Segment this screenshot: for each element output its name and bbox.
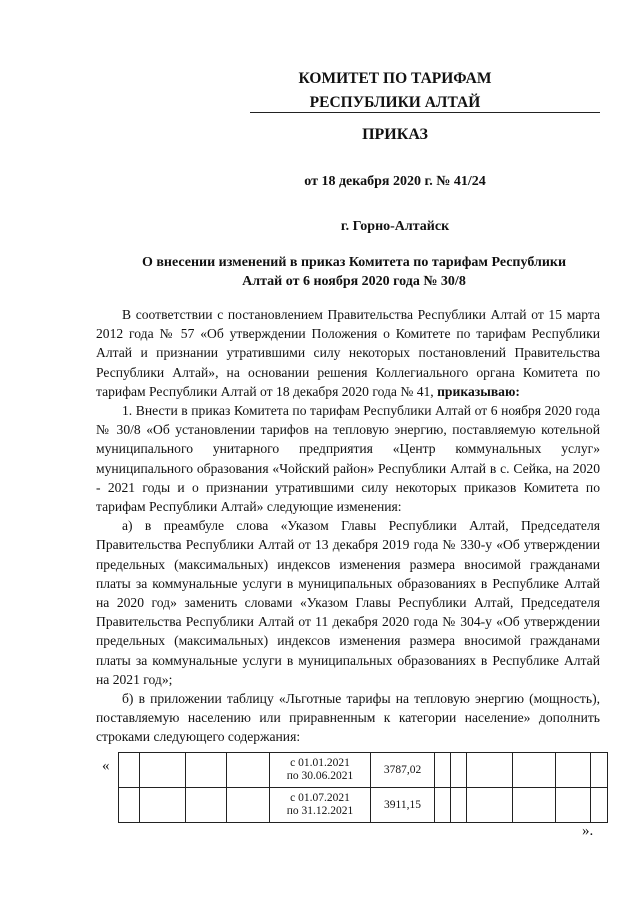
table-cell-empty [451,753,467,788]
table-cell-empty [140,788,186,823]
opening-quote: « [102,758,110,774]
document-date-number: от 18 декабря 2020 г. № 41/24 [304,174,486,189]
subject-line2: Алтай от 6 ноября 2020 года № 30/8 [242,274,466,289]
table-cell-empty [140,753,186,788]
document-type: ПРИКАЗ [362,126,428,143]
table-cell-empty [556,753,591,788]
organization-name-line1: КОМИТЕТ ПО ТАРИФАМ [298,70,492,87]
table-cell-empty [513,788,556,823]
preamble-order-word: приказываю: [437,383,520,399]
table-cell-empty [435,788,451,823]
table-cell-empty [451,788,467,823]
table-cell-empty [186,788,227,823]
organization-header [250,66,540,114]
closing-quote: ». [582,823,594,839]
table-cell-period [270,753,371,788]
table-cell-empty [119,753,140,788]
table-cell-empty [186,753,227,788]
table-cell-empty [591,753,608,788]
period-end: по 31.12.2021 [286,805,354,817]
document-city: г. Горно-Алтайск [340,219,450,234]
table-cell-empty [467,788,513,823]
organization-name-line2: РЕСПУБЛИКИ АЛТАЙ [309,94,481,111]
header-divider [250,112,600,113]
table-cell-empty [435,753,451,788]
tariff-table [118,752,608,823]
body-paragraph-item-a: а) в преамбуле слова «Указом Главы Республики Алтай, Председателя Правительства Республики Алтай от 13 декабря 2019 года № 330-у «Об утверждении предельных (максимальных) индексов изменения размера вносимой гражданами платы за коммунальные услуги в муниципальных образованиях в Республике Алтай на 2020 год» заменить словами «Указом Главы Республики Алтай, Председателя Правительства Республики Алтай от 11 декабря 2020 года № 304-у «Об утверждении предельных (максимальных) индексов изменения размера вносимой гражданами платы за коммунальные услуги в муниципальных образованиях в Республике Алтай на 2021 год»; [96,518,600,687]
table-cell-empty [556,788,591,823]
table-row [119,788,608,823]
period-end: по 30.06.2021 [286,770,354,782]
period-start: с 01.07.2021 [290,792,350,804]
table-cell-empty [467,753,513,788]
document-subject [96,253,612,291]
table-cell-tariff-value: 3787,02 [371,753,435,788]
table-row [119,753,608,788]
table-cell-empty [513,753,556,788]
body-paragraph-item1: 1. Внести в приказ Комитета по тарифам Республики Алтай от 6 ноября 2020 года № 30/8 «Об установлении тарифов на тепловую энергию, поставляемую котельной муниципального унитарного предприятия «Центр коммунальных услуг» муниципального образования «Чойский район» Республики Алтай в с. Сейка, на 2020 - 2021 годы и о признании утратившими силу некоторых приказов Комитета по тарифам Республики Алтай» следующие изменения: [96,403,600,515]
document-body [96,305,600,747]
table-cell-empty [591,788,608,823]
table-cell-empty [227,753,270,788]
table-cell-tariff-value: 3911,15 [371,788,435,823]
preamble-text: В соответствии с постановлением Правительства Республики Алтай от 15 марта 2012 года № 57 «Об утверждении Положения о Комитете по тарифам Республики Алтай и признании утратившими силу некоторых постановлений Правительства Республики Алтай», на основании решения Коллегиального органа Комитета по тарифам Республики Алтай от 18 декабря 2020 года № 41, [96,307,600,399]
body-paragraph-item-b: б) в приложении таблицу «Льготные тарифы на тепловую энергию (мощность), поставляемую населению или приравненным к категории население» дополнить строками следующего содержания: [96,691,600,745]
table-cell-empty [227,788,270,823]
body-paragraph-preamble [96,305,600,401]
period-start: с 01.01.2021 [290,757,350,769]
table-cell-period [270,788,371,823]
table-cell-empty [119,788,140,823]
subject-line1: О внесении изменений в приказ Комитета по тарифам Республики [141,255,567,270]
